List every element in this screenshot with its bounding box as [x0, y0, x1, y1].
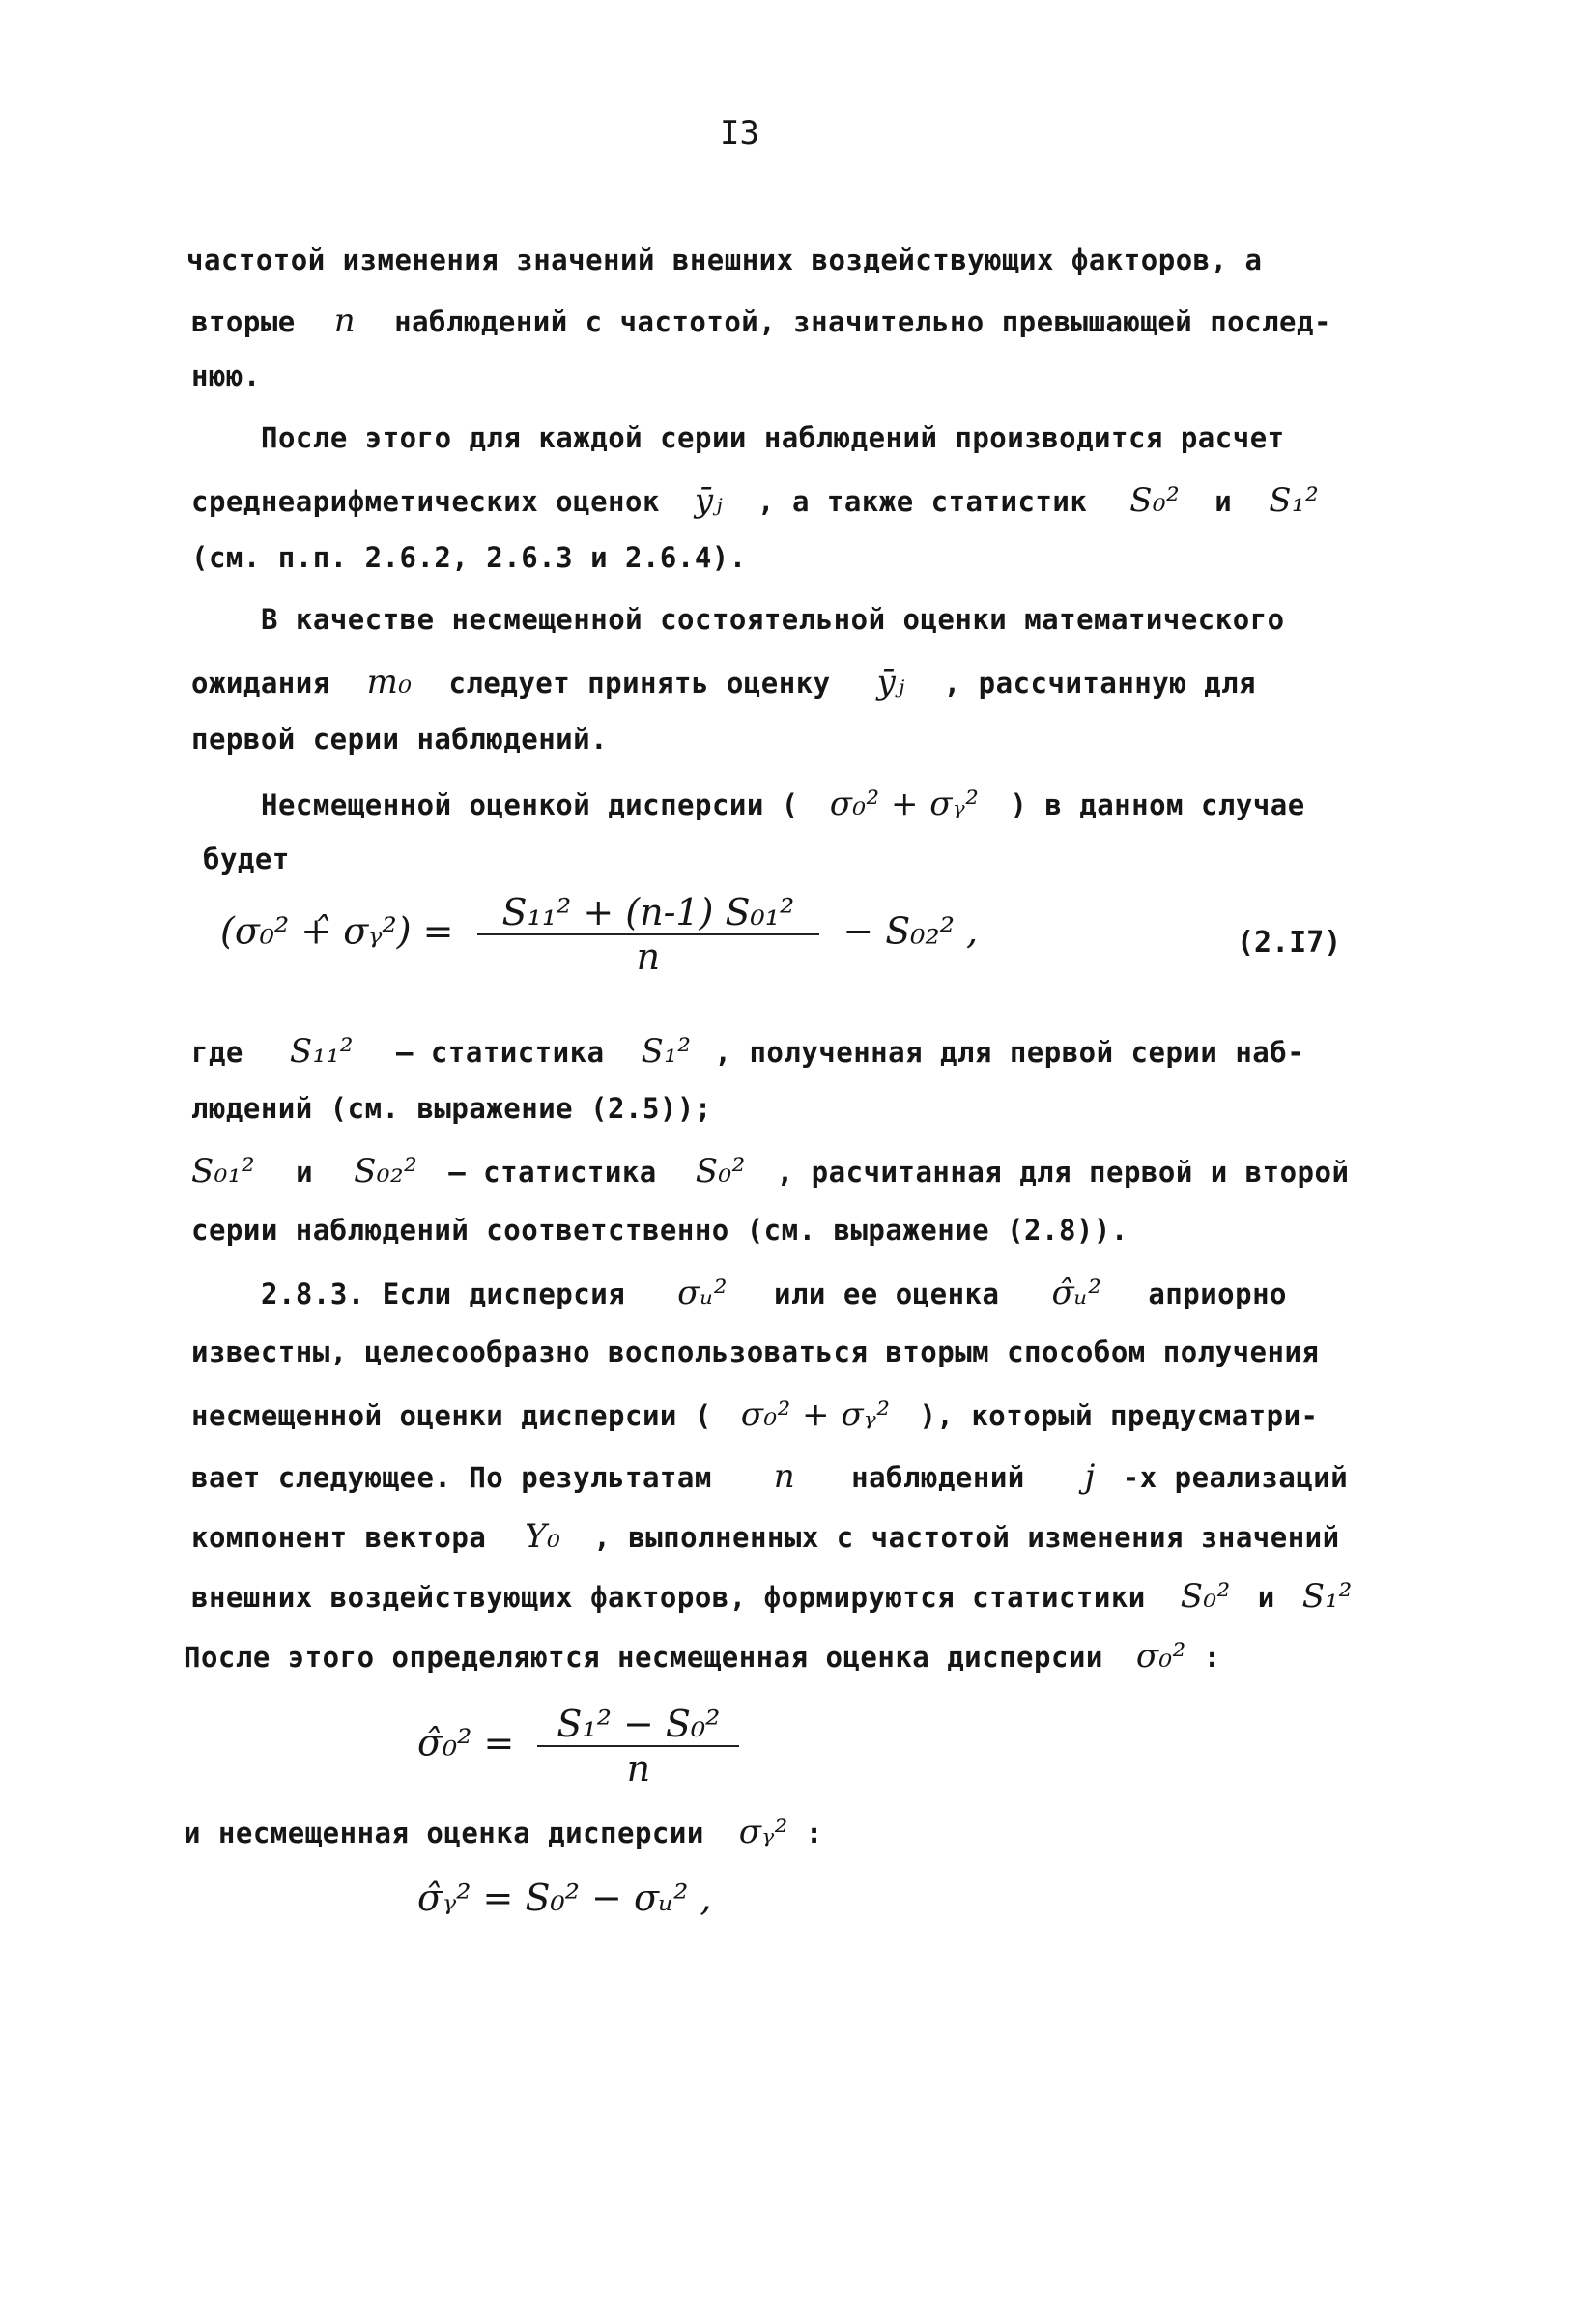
math-Y0: Y₀: [525, 1517, 561, 1556]
equation-sigma0: [417, 1703, 739, 1790]
text-fragment: и: [1257, 1581, 1275, 1614]
text-line: [191, 481, 1319, 520]
text-fragment: априорно: [1148, 1277, 1288, 1310]
text-line: [184, 1813, 823, 1851]
eq17-tail: − S₀₂² ,: [843, 909, 979, 953]
math-S0sq: S₀²: [1180, 1577, 1231, 1616]
eq-s0-fraction: [537, 1703, 739, 1790]
text-line: нюю.: [191, 359, 261, 392]
eq-s0-lhs: σ̂₀² =: [417, 1721, 515, 1765]
text-fragment: следует принять оценку: [448, 667, 831, 700]
math-m0: m₀: [366, 663, 413, 702]
math-yj: ȳⱼ: [876, 663, 905, 702]
text-fragment: После этого определяются несмещенная оценка дисперсии: [184, 1641, 1103, 1674]
text-fragment: , рассчитанную для: [943, 667, 1257, 700]
text-fragment: Несмещенной оценкой дисперсии (: [261, 789, 799, 821]
text-fragment: вторые: [191, 305, 296, 338]
text-fragment: среднеарифметических оценок: [191, 485, 660, 518]
math-sigma0sq: σ₀²: [1135, 1637, 1186, 1676]
math-S1sq: S₁²: [1301, 1577, 1353, 1616]
math-S0sq: S₀²: [695, 1152, 746, 1191]
text-fragment: :: [1203, 1641, 1221, 1674]
text-fragment: :: [805, 1817, 823, 1850]
eq-s0-numerator: S₁² − S₀²: [557, 1703, 721, 1745]
text-fragment: ) в данном случае: [1010, 789, 1305, 821]
equation-sigmay: σ̂ᵧ² = S₀² − σᵤ² ,: [417, 1877, 712, 1919]
text-line: [191, 1517, 1340, 1556]
text-line: (см. п.п. 2.6.2, 2.6.3 и 2.6.4).: [191, 541, 747, 574]
text-fragment: , расчитанная для первой и второй: [776, 1156, 1350, 1189]
text-line: В качестве несмещенной состоятельной оценки математического: [261, 603, 1285, 636]
text-fragment: – статистика: [396, 1036, 605, 1069]
text-line: будет: [203, 843, 290, 875]
eq17-lhs: (σ₀² +̂ σᵧ²) =: [220, 909, 454, 953]
math-S0sq: S₀²: [1129, 481, 1181, 520]
page-number: I3: [720, 114, 759, 153]
eq17-fraction: [477, 891, 820, 978]
text-line: [191, 301, 1331, 340]
math-yj: ȳⱼ: [694, 481, 724, 520]
text-fragment: – статистика: [448, 1156, 657, 1189]
eq17-numerator: S₁₁² + (n-1) S₀₁²: [501, 891, 795, 933]
text-fragment: наблюдений с частотой, значительно превышающей послед-: [394, 305, 1331, 338]
text-fragment: вает следующее. По результатам: [191, 1461, 712, 1494]
text-line: [191, 663, 1256, 702]
text-line: первой серии наблюдений.: [191, 723, 609, 756]
math-var-sum: σ₀² + σᵧ²: [740, 1395, 891, 1434]
text-fragment: , полученная для первой серии наб-: [714, 1036, 1305, 1069]
math-S11sq: S₁₁²: [289, 1032, 355, 1071]
text-line: [191, 1032, 1304, 1071]
text-fragment: внешних воздействующих факторов, формируются статистики: [191, 1581, 1146, 1614]
text-fragment: , выполненных с частотой изменения значений: [593, 1521, 1340, 1554]
text-line: людений (см. выражение (2.5));: [191, 1092, 712, 1125]
math-S02sq: S₀₂²: [354, 1152, 418, 1191]
text-fragment: и: [1214, 485, 1233, 518]
text-fragment: и: [296, 1156, 314, 1189]
math-sigma-u-hat: σ̂ᵤ²: [1051, 1274, 1102, 1312]
math-S01sq: S₀₁²: [191, 1152, 256, 1191]
math-S1sq: S₁²: [1269, 481, 1320, 520]
text-line: [261, 1274, 1287, 1312]
text-fragment: компонент вектора: [191, 1521, 487, 1554]
math-j: j: [1084, 1457, 1096, 1496]
text-fragment: наблюдений: [851, 1461, 1025, 1494]
text-line: [191, 1152, 1349, 1191]
text-fragment: несмещенной оценки дисперсии (: [191, 1399, 712, 1432]
text-fragment: и несмещенная оценка дисперсии: [184, 1817, 704, 1850]
text-line: известны, целесообразно воспользоваться вторым способом получения: [191, 1335, 1320, 1368]
text-fragment: или ее оценка: [774, 1277, 1000, 1310]
equation-2-17: [220, 891, 978, 978]
text-fragment: , а также статистик: [757, 485, 1088, 518]
text-line: После этого для каждой серии наблюдений производится расчет: [261, 421, 1285, 454]
text-line: серии наблюдений соответственно (см. выражение (2.8)).: [191, 1214, 1128, 1247]
text-line: [191, 1457, 1348, 1496]
math-sigma-u: σᵤ²: [677, 1274, 728, 1312]
math-n: n: [333, 301, 357, 340]
text-line: частотой изменения значений внешних воздействующих факторов, а: [186, 244, 1263, 276]
equation-number: (2.I7): [1237, 926, 1342, 960]
text-fragment: ), который предусматри-: [919, 1399, 1319, 1432]
text-line: [191, 1577, 1353, 1616]
math-sigmaysq: σᵧ²: [738, 1813, 788, 1851]
text-fragment: 2.8.3. Если дисперсия: [261, 1277, 626, 1310]
text-line: [184, 1637, 1221, 1676]
eq17-denominator: n: [477, 933, 820, 978]
text-fragment: -х реализаций: [1122, 1461, 1349, 1494]
math-n: n: [773, 1457, 796, 1496]
text-line: [261, 785, 1305, 823]
math-S1sq: S₁²: [641, 1032, 692, 1071]
text-line: [191, 1395, 1319, 1434]
math-var-sum: σ₀² + σᵧ²: [829, 785, 980, 823]
eq-s0-denominator: n: [537, 1745, 739, 1790]
text-fragment: ожидания: [191, 667, 330, 700]
text-fragment: где: [191, 1036, 243, 1069]
